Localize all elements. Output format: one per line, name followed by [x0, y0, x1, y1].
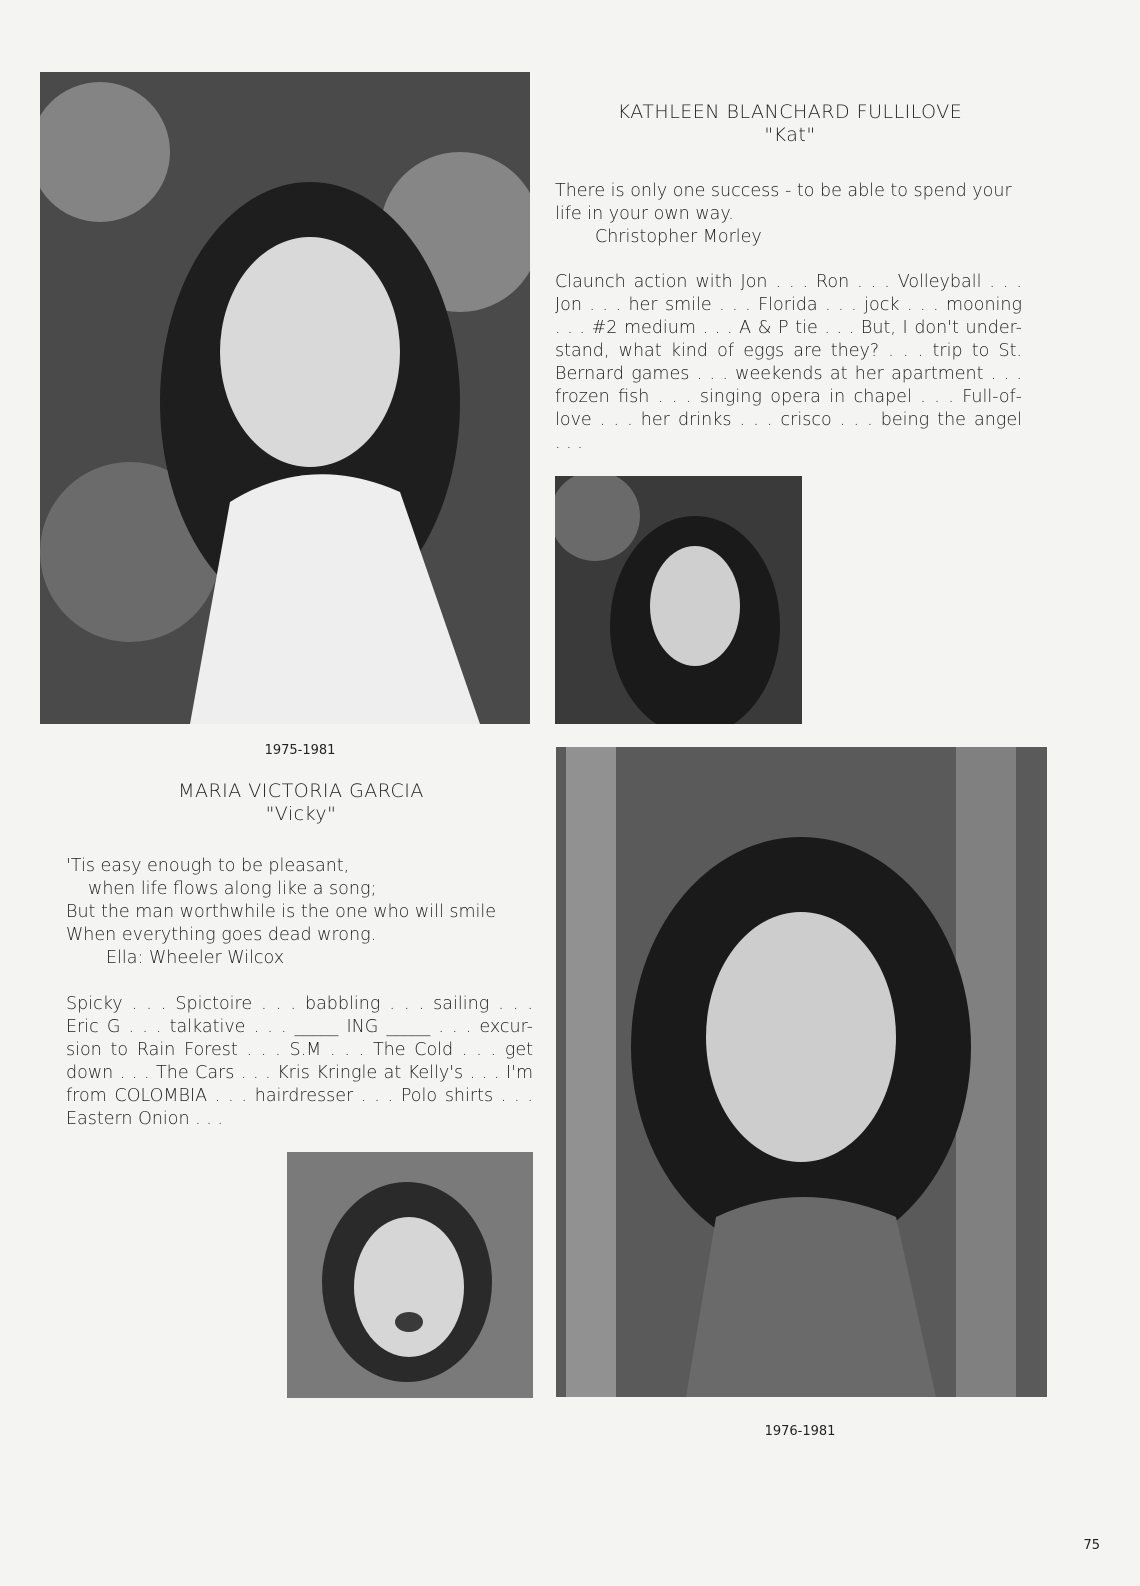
vicky-memory-line: Eastern Onion . . .	[66, 1109, 223, 1129]
vicky-poem-line: 'Tis easy enough to be pleasant,	[66, 856, 350, 876]
kat-candid-photo	[555, 476, 802, 724]
vicky-memory-line: Spicky . . . Spictoire . . . babbling . . . sailing . . .	[66, 994, 533, 1014]
kat-memory-line: . . . #2 medium . . . A & P tie . . . But, I don't under-	[555, 318, 1022, 338]
kat-memory-line: love . . . her drinks . . . crisco . . . being the angel	[555, 410, 1022, 430]
kat-memory-line: Bernard games . . . weekends at her apartment . . .	[555, 364, 1022, 384]
vicky-years: 1975-1981	[264, 743, 336, 758]
kat-portrait-photo	[40, 72, 530, 724]
vicky-poem-line: When everything goes dead wrong.	[66, 925, 377, 945]
page-number: 75	[1083, 1538, 1100, 1553]
vicky-memory-line: from COLOMBIA . . . hairdresser . . . Polo shirts . . .	[66, 1086, 533, 1106]
vicky-portrait-photo	[556, 747, 1047, 1397]
vicky-nickname: "Vicky"	[265, 803, 337, 825]
second-years: 1976-1981	[764, 1424, 836, 1439]
kat-nickname: "Kat"	[764, 124, 816, 146]
vicky-candid-photo	[287, 1152, 533, 1398]
kat-memory-line: Jon . . . her smile . . . Florida . . . jock . . . mooning	[555, 295, 1022, 315]
kat-name-heading	[555, 101, 1025, 147]
vicky-memory-line: Eric G . . . talkative . . . _____ ING _____ . . . excur-	[66, 1017, 533, 1037]
kat-memory-line: . . .	[555, 433, 583, 453]
kat-quote-line: life in your own way.	[555, 204, 734, 224]
kat-memory-line: stand, what kind of eggs are they? . . . trip to St.	[555, 341, 1022, 361]
vicky-poem-line: when life flows along like a song;	[88, 879, 377, 899]
vicky-memory-line: sion to Rain Forest . . . S.M . . . The Cold . . . get	[66, 1040, 533, 1060]
kat-name: KATHLEEN BLANCHARD FULLILOVE	[617, 101, 963, 123]
kat-quote	[555, 180, 1025, 249]
vicky-memories	[66, 993, 533, 1131]
vicky-name-heading	[66, 780, 536, 826]
vicky-poem-line: But the man worthwhile is the one who will smile	[66, 902, 497, 922]
kat-memory-line: frozen fish . . . singing opera in chapel . . . Full-of-	[555, 387, 1022, 407]
vicky-name: MARIA VICTORIA GARCIA	[178, 780, 424, 802]
kat-memory-line: Claunch action with Jon . . . Ron . . . Volleyball . . .	[555, 272, 1022, 292]
vicky-poem	[66, 855, 536, 970]
kat-quote-author: Christopher Morley	[595, 227, 762, 247]
kat-quote-line: There is only one success - to be able to spend your	[555, 181, 1012, 201]
vicky-poem-author: Ella: Wheeler Wilcox	[106, 948, 285, 968]
vicky-memory-line: down . . . The Cars . . . Kris Kringle at Kelly's . . . I'm	[66, 1063, 533, 1083]
kat-memories	[555, 271, 1022, 455]
